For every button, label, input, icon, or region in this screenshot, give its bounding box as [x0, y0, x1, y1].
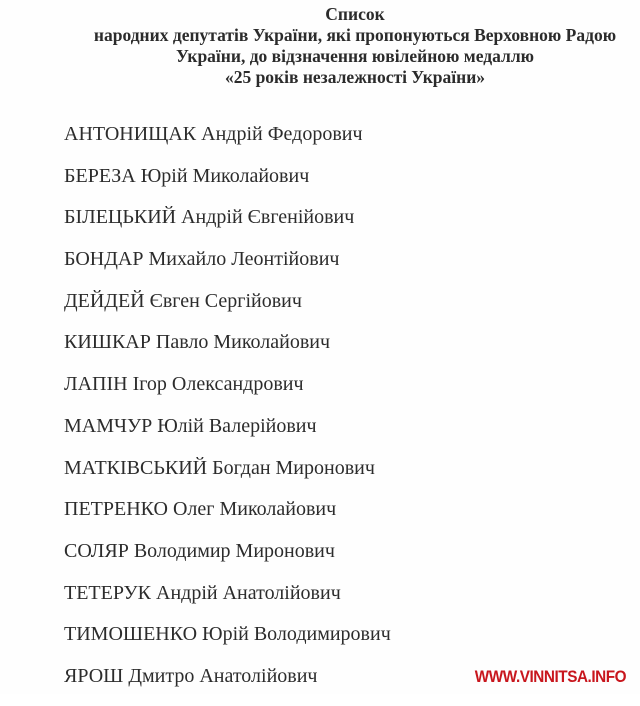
deputy-name: Юлій Валерійович [157, 414, 317, 437]
deputy-surname: БЕРЕЗА [64, 164, 136, 187]
deputy-name: Юрій Миколайович [140, 164, 310, 187]
deputy-surname: АНТОНИЩАК [64, 123, 197, 145]
list-item [64, 414, 391, 456]
deputy-surname: ТЕТЕРУК [64, 581, 151, 604]
deputy-name: Андрій Євгенійович [181, 206, 355, 229]
list-item [64, 330, 391, 372]
list-item [64, 497, 391, 539]
deputy-name: Володимир Миронович [133, 539, 335, 562]
list-item [64, 372, 391, 414]
deputy-name: Євген Сергійович [149, 289, 302, 312]
deputy-name: Андрій Федорович [201, 123, 363, 145]
deputy-surname: ПЕТРЕНКО [64, 498, 168, 521]
site-watermark: WWW.VINNITSA.INFO [474, 667, 626, 686]
list-item [64, 456, 391, 498]
heading-line: народних депутатів України, які пропонуються Верховною Радою [93, 25, 617, 45]
deputy-name: Юрій Володимирович [202, 623, 391, 646]
deputy-surname: СОЛЯР [64, 539, 129, 562]
list-item [64, 622, 391, 664]
list-item [64, 539, 391, 581]
deputy-name: Дмитро Анатолійович [128, 664, 318, 687]
deputies-list [64, 122, 391, 706]
deputy-surname: МАТКІВСЬКИЙ [64, 456, 208, 479]
deputy-surname: ДЕЙДЕЙ [64, 289, 145, 312]
list-item [64, 164, 391, 206]
deputy-name: Олег Миколайович [172, 498, 337, 521]
list-item [64, 289, 391, 331]
deputy-surname: МАМЧУР [64, 414, 153, 437]
list-item [64, 664, 391, 706]
document-heading [60, 4, 640, 88]
heading-title: Список [325, 4, 385, 24]
list-item [64, 205, 391, 247]
deputy-surname: ТИМОШЕНКО [64, 623, 198, 646]
deputy-surname: БОНДАР [64, 248, 144, 271]
deputy-name: Андрій Анатолійович [156, 581, 341, 604]
deputy-surname: КИШКАР [64, 331, 151, 354]
deputy-name: Ігор Олександрович [132, 373, 304, 396]
deputy-surname: БІЛЕЦЬКИЙ [64, 206, 177, 229]
heading-line: «25 років незалежності України» [224, 67, 486, 87]
deputy-surname: ЯРОШ [64, 664, 124, 687]
heading-line: України, до відзначення ювілейною медаллю [175, 46, 535, 66]
deputy-name: Богдан Миронович [212, 456, 375, 479]
deputy-surname: ЛАПІН [64, 373, 128, 396]
deputy-name: Павло Миколайович [155, 331, 331, 354]
list-item [64, 581, 391, 623]
list-item [64, 247, 391, 289]
deputy-name: Михайло Леонтійович [148, 248, 340, 271]
list-item [64, 122, 391, 164]
